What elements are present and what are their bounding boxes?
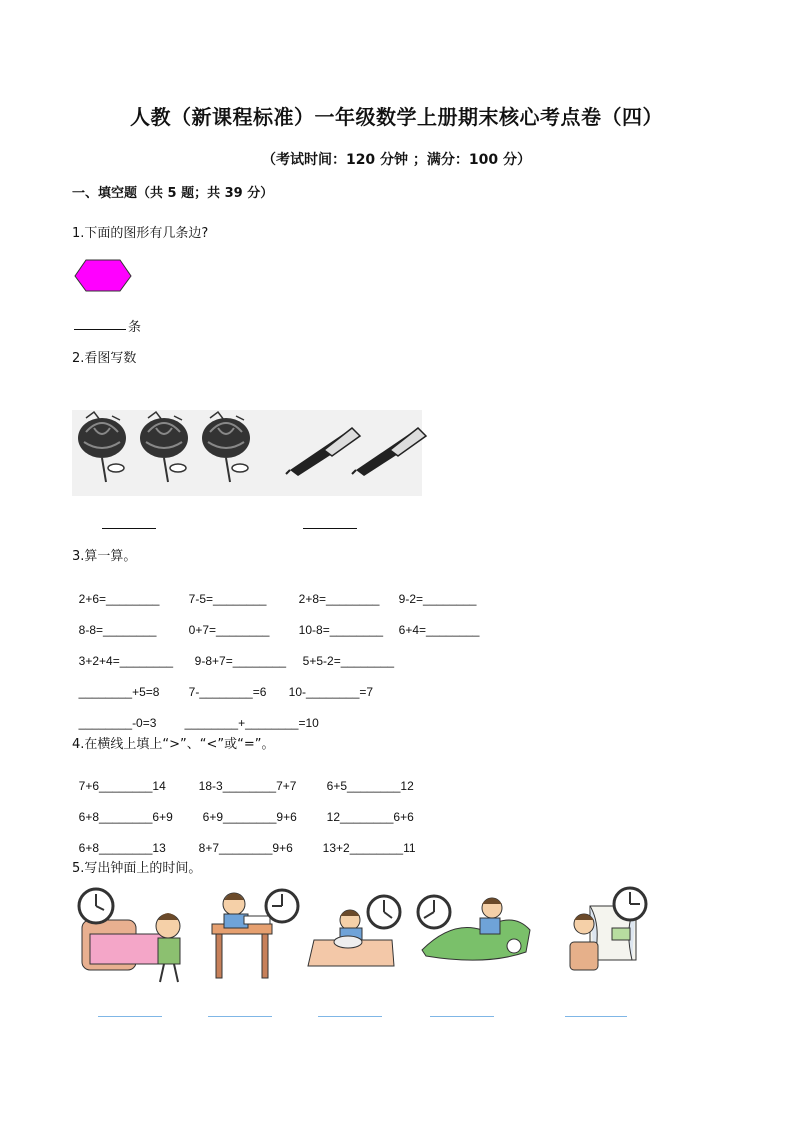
calc-item[interactable]: 9-8+7=________ bbox=[194, 654, 287, 668]
compare-item[interactable]: 6+8________6+9 bbox=[78, 810, 173, 824]
question-5-text: 5.写出钟面上的时间。 bbox=[72, 861, 202, 876]
calc-item[interactable]: 8-8=________ bbox=[78, 623, 157, 637]
compare-item[interactable]: 6+9________9+6 bbox=[202, 810, 297, 824]
calc-item[interactable]: 10-________=7 bbox=[288, 685, 374, 699]
pen-icon bbox=[352, 428, 426, 476]
compare-item[interactable]: 6+8________13 bbox=[78, 841, 166, 855]
time-answer-line[interactable] bbox=[565, 1016, 627, 1017]
compare-item[interactable]: 8+7________9+6 bbox=[198, 841, 293, 855]
study-desk-clock-scene bbox=[206, 884, 302, 984]
calc-item[interactable]: ________+5=8 bbox=[78, 685, 160, 699]
rose-icon bbox=[202, 412, 250, 482]
clock-icon bbox=[266, 890, 298, 922]
question-4-text: 4.在横线上填上“>”、“<”或“=”。 bbox=[72, 737, 275, 752]
calc-item[interactable]: 5+5-2=________ bbox=[302, 654, 395, 668]
calc-item[interactable]: 7-________=6 bbox=[188, 685, 267, 699]
calc-row-3 bbox=[72, 640, 394, 668]
roses-count-blank[interactable] bbox=[102, 527, 156, 529]
calc-item[interactable]: ________-0=3 bbox=[78, 716, 157, 730]
clock-icon bbox=[614, 888, 646, 920]
calc-item[interactable]: 7-5=________ bbox=[188, 592, 267, 606]
count-picture bbox=[72, 410, 422, 496]
clock-icon bbox=[418, 896, 450, 928]
question-1-text: 1.下面的图形有几条边? bbox=[72, 226, 209, 241]
pens-count-blank[interactable] bbox=[303, 527, 357, 529]
question-2-text: 2.看图写数 bbox=[72, 351, 137, 366]
compare-item[interactable]: 13+2________11 bbox=[322, 841, 416, 855]
question-1-answer-blank[interactable] bbox=[74, 328, 126, 330]
eating-clock-scene bbox=[306, 892, 402, 972]
rose-icon bbox=[78, 412, 126, 482]
clock-icon bbox=[79, 889, 113, 923]
calc-row-2 bbox=[72, 609, 479, 637]
compare-row-2 bbox=[72, 796, 414, 824]
calc-row-5 bbox=[72, 702, 319, 730]
compare-item[interactable]: 6+5________12 bbox=[326, 779, 414, 793]
calc-item[interactable]: 3+2+4=________ bbox=[78, 654, 174, 668]
calc-item[interactable]: 2+8=________ bbox=[298, 592, 380, 606]
calc-item[interactable]: 9-2=________ bbox=[398, 592, 477, 606]
time-answer-line[interactable] bbox=[98, 1016, 162, 1017]
calc-item[interactable]: 0+7=________ bbox=[188, 623, 270, 637]
time-answer-line[interactable] bbox=[208, 1016, 272, 1017]
compare-row-3 bbox=[72, 827, 416, 855]
wake-up-clock-scene bbox=[76, 884, 186, 984]
calc-row-1 bbox=[72, 578, 476, 606]
calc-item[interactable]: 2+6=________ bbox=[78, 592, 160, 606]
rose-icon bbox=[140, 412, 188, 482]
rose-icon bbox=[72, 410, 422, 496]
time-answer-line[interactable] bbox=[318, 1016, 382, 1017]
compare-item[interactable]: 12________6+6 bbox=[326, 810, 414, 824]
playing-football-clock-scene bbox=[416, 890, 532, 966]
section-heading-fill-blank: 一、填空题（共 5 题；共 39 分） bbox=[72, 186, 274, 201]
window-clock-scene bbox=[564, 886, 652, 976]
compare-row-1 bbox=[72, 765, 414, 793]
clock-icon bbox=[368, 896, 400, 928]
compare-item[interactable]: 18-3________7+7 bbox=[198, 779, 297, 793]
hexagon-icon bbox=[74, 259, 132, 293]
page-title: 人教（新课程标准）一年级数学上册期末核心考点卷（四） bbox=[130, 105, 663, 129]
calc-item[interactable]: 10-8=________ bbox=[298, 623, 384, 637]
exam-info: （考试时间：120 分钟 ；满分：100 分） bbox=[261, 152, 532, 168]
compare-item[interactable]: 7+6________14 bbox=[78, 779, 166, 793]
time-answer-line[interactable] bbox=[430, 1016, 494, 1017]
calc-item[interactable]: ________+________=10 bbox=[184, 716, 319, 730]
question-3-text: 3.算一算。 bbox=[72, 549, 137, 564]
calc-row-4 bbox=[72, 671, 373, 699]
pen-icon bbox=[286, 428, 360, 476]
question-1-unit: 条 bbox=[128, 320, 142, 335]
calc-item[interactable]: 6+4=________ bbox=[398, 623, 480, 637]
